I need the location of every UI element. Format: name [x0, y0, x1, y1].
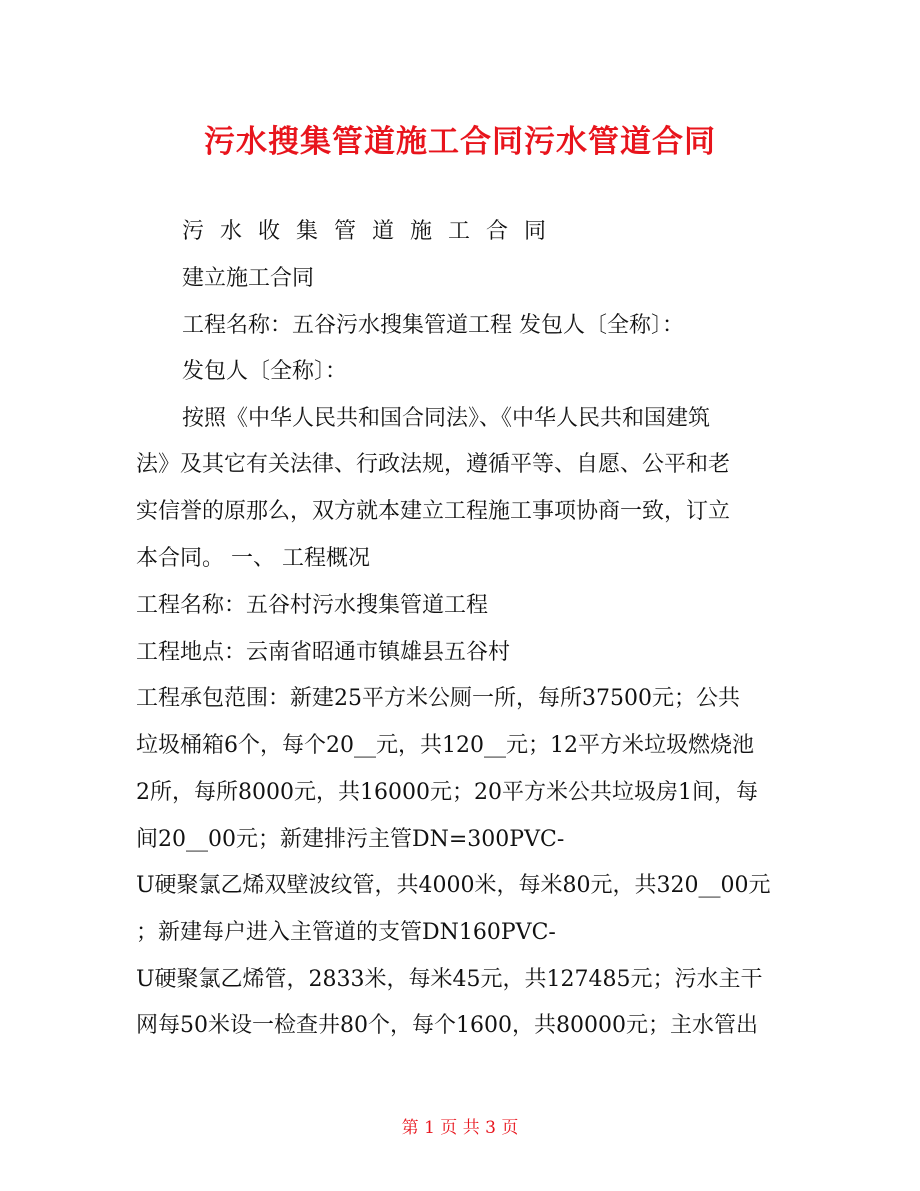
paragraph-line: 发包人〔全称〕：: [182, 359, 348, 384]
paragraph-line: 工程名称：五谷污水搜集管道工程 发包人〔全称〕：: [182, 313, 684, 338]
paragraph-line: U硬聚氯乙烯双壁波纹管，共4000米，每米80元，共320__00元: [136, 873, 771, 898]
paragraph-line: ；新建每户进入主管道的支管DN160PVC-: [136, 920, 556, 945]
document-title: 污水搜集管道施工合同污水管道合同: [204, 124, 716, 160]
paragraph-line: 工程承包范围：新建25平方米公厕一所，每所37500元；公共: [136, 686, 740, 711]
page-number: 第 1 页 共 3 页: [401, 1118, 519, 1138]
paragraph-line: 垃圾桶箱6个，每个20__元，共120__元；12平方米垃圾燃烧池: [136, 733, 754, 758]
paragraph-line: 工程名称：五谷村污水搜集管道工程: [136, 593, 489, 618]
paragraph-line: 2所，每所8000元，共16000元；20平方米公共垃圾房1间，每: [136, 780, 758, 805]
paragraph-line: 建立施工合同: [182, 266, 315, 291]
paragraph-line: 间20__00元；新建排污主管DN=300PVC-: [136, 827, 565, 852]
paragraph-line: 法》及其它有关法律、行政法规，遵循平等、自愿、公平和老: [136, 452, 731, 477]
paragraph-line: 按照《中华人民共和国合同法》、《中华人民共和国建筑: [182, 406, 711, 431]
paragraph-line: 网每50米设一检查井80个，每个1600，共80000元；主水管出: [136, 1013, 758, 1038]
contract-heading: 污水收集管道施工合同: [182, 219, 563, 244]
paragraph-line: 实信誉的原那么，双方就本建立工程施工事项协商一致，订立: [136, 499, 731, 524]
paragraph-line: 本合同。 一、 工程概况: [136, 546, 370, 571]
paragraph-line: 工程地点：云南省昭通市镇雄县五谷村: [136, 640, 511, 665]
paragraph-line: U硬聚氯乙烯管，2833米，每米45元，共127485元；污水主干: [136, 967, 763, 992]
